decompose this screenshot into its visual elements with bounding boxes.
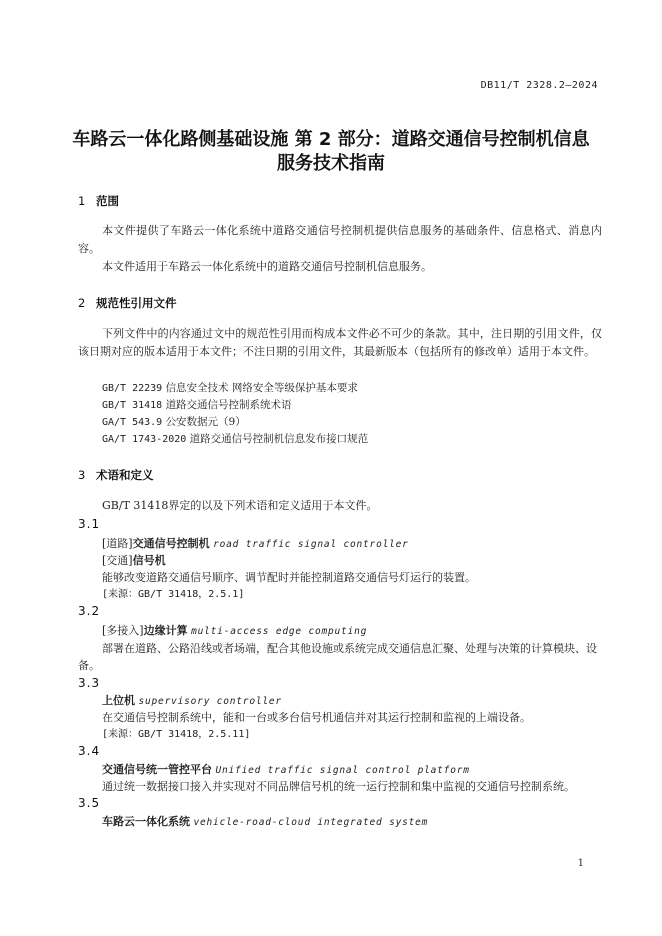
- term-english: vehicle-road-cloud integrated system: [193, 817, 429, 828]
- title-line-2: 服务技术指南: [277, 153, 385, 174]
- section-number: 3: [78, 468, 86, 482]
- reference-code: GB/T 31418: [102, 400, 163, 411]
- term-heading: [102, 623, 367, 640]
- section-heading-terms: [78, 467, 154, 483]
- term-definition: 能够改变道路交通信号顺序、调节配时并能控制道路交通信号灯运行的装置。: [102, 571, 476, 584]
- section-heading-normative-references: [78, 295, 177, 311]
- term-source: [来源：GB/T 31418，2.5.1]: [102, 589, 245, 600]
- term-heading: [102, 536, 409, 553]
- term-english: road traffic signal controller: [213, 539, 409, 550]
- term-heading: [102, 762, 470, 779]
- reference-item: [102, 397, 292, 414]
- section-heading-scope: [78, 193, 119, 209]
- term-domain: [道路]: [102, 537, 133, 550]
- section-number: 1: [78, 194, 86, 208]
- term-name: 交通信号控制机: [132, 537, 210, 550]
- reference-title: 信息安全技术 网络安全等级保护基本要求: [165, 382, 358, 394]
- term-number: 3.1: [78, 517, 101, 531]
- section-title: 术语和定义: [96, 468, 154, 482]
- term-name: 上位机: [102, 694, 135, 707]
- reference-item: [102, 431, 368, 448]
- term-definition: 在交通信号控制系统中，能和一台或多台信号机通信并对其运行控制和监视的上端设备。: [102, 711, 531, 724]
- reference-title: 道路交通信号控制机信息发布接口规范: [189, 433, 369, 445]
- paragraph: 本文件提供了车路云一体化系统中道路交通信号控制机提供信息服务的基础条件、信息格式、消息内容。: [78, 224, 602, 255]
- term-domain: [交通]: [102, 554, 133, 567]
- page-number: 1: [577, 858, 584, 869]
- reference-item: [102, 380, 358, 397]
- term-name: 边缘计算: [143, 624, 188, 637]
- reference-item: [102, 414, 246, 431]
- reference-title: 公安数据元（9）: [165, 416, 246, 428]
- section-title: 规范性引用文件: [96, 296, 177, 310]
- reference-code: GB/T 22239: [102, 383, 163, 394]
- paragraph: 下列文件中的内容通过文中的规范性引用而构成本文件必不可少的条款。其中，注日期的引用文件，仅该日期对应的版本适用于本文件；不注日期的引用文件，其最新版本（包括所有的修改单）适用于本文件。: [78, 327, 602, 358]
- term-synonym: [102, 553, 166, 569]
- term-heading: [102, 814, 428, 831]
- term-number: 3.4: [78, 744, 101, 758]
- term-source: [来源：GB/T 31418，2.5.11]: [102, 729, 251, 740]
- term-name: 信号机: [132, 554, 166, 567]
- term-name: 交通信号统一管控平台: [102, 763, 212, 776]
- term-definition: 通过统一数据接口接入并实现对不同品牌信号机的统一运行控制和集中监视的交通信号控制系统。: [102, 780, 575, 793]
- paragraph: GB/T 31418界定的以及下列术语和定义适用于本文件。: [102, 499, 378, 512]
- term-number: 3.5: [78, 796, 101, 810]
- term-english: multi-access edge computing: [191, 626, 368, 637]
- term-english: supervisory controller: [138, 696, 282, 707]
- term-definition: 部署在道路、公路沿线或者场端，配合其他设施或系统完成交通信息汇聚、处理与决策的计算模块、设备。: [78, 642, 597, 672]
- document-title: [60, 128, 602, 176]
- reference-code: GA/T 543.9: [102, 417, 163, 428]
- term-name: 车路云一体化系统: [102, 815, 190, 828]
- reference-title: 道路交通信号控制系统术语: [165, 399, 292, 411]
- standard-code: DB11/T 2328.2—2024: [480, 80, 598, 91]
- title-line-1: 车路云一体化路侧基础设施 第 2 部分：道路交通信号控制机信息: [72, 129, 590, 150]
- section-title: 范围: [96, 194, 119, 208]
- term-domain: [多接入]: [102, 624, 144, 637]
- term-heading: [102, 693, 282, 710]
- term-number: 3.3: [78, 676, 101, 690]
- reference-code: GA/T 1743-2020: [102, 434, 187, 445]
- term-english: Unified traffic signal control platform: [215, 765, 470, 776]
- section-number: 2: [78, 296, 86, 310]
- term-number: 3.2: [78, 604, 101, 618]
- paragraph: 本文件适用于车路云一体化系统中的道路交通信号控制机信息服务。: [102, 260, 432, 273]
